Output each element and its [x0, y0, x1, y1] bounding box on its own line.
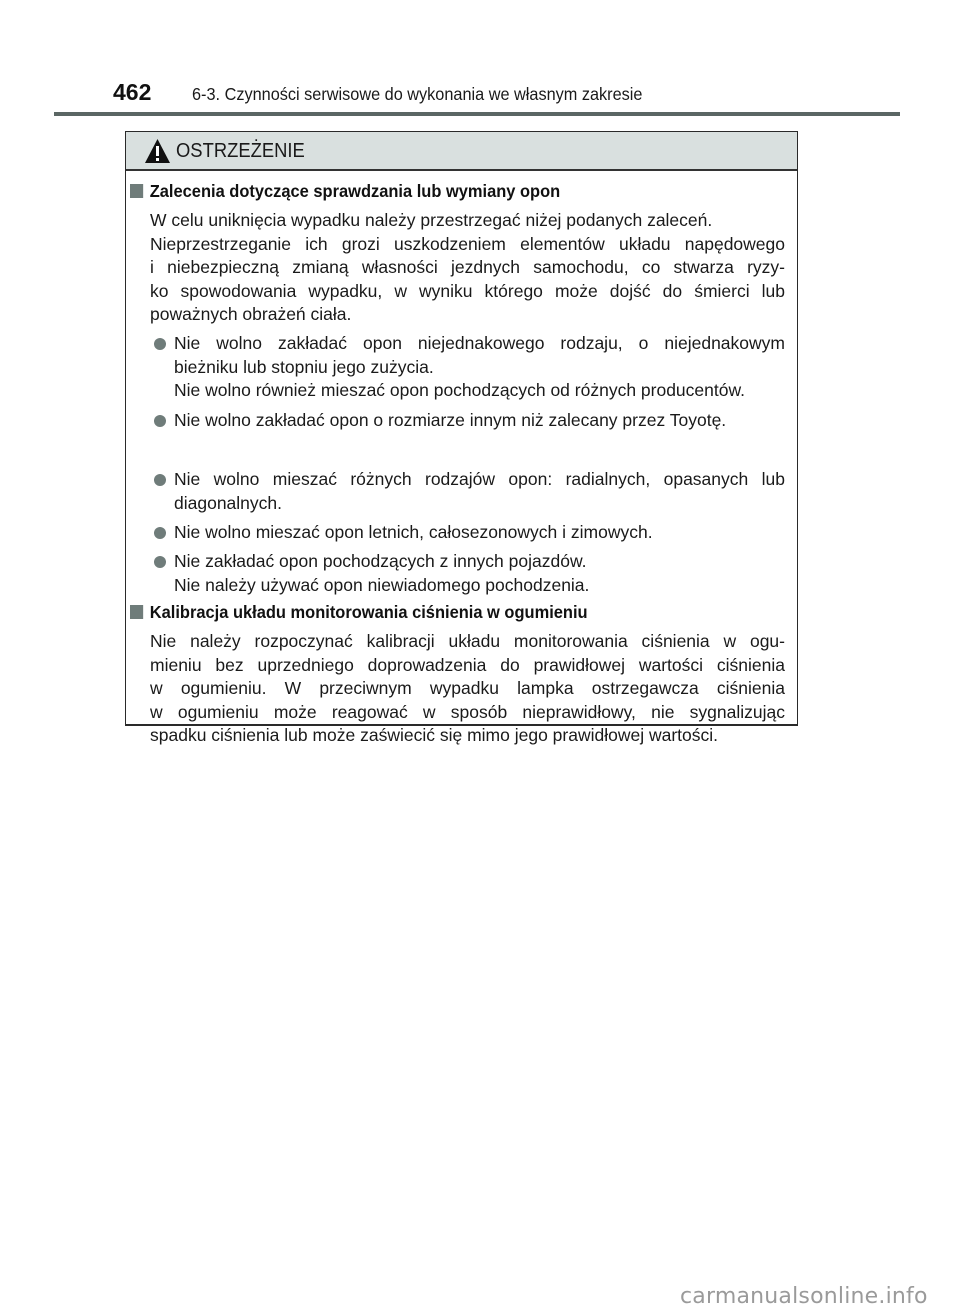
text-line: diagonalnych. — [174, 492, 282, 513]
paragraph-tpms-calibration — [150, 630, 785, 748]
text-line: bieżniku lub stopniu jego zużycia. — [174, 356, 434, 377]
text-line: Nie zakładać opon pochodzących z innych pojazdów. — [174, 551, 587, 571]
round-bullet-icon — [154, 527, 166, 539]
text-line: Nie należy rozpoczynać kalibracji układu monitorowania ciśnienia w ogu- — [150, 631, 785, 651]
text-line: mieniu bez uprzedniego doprowadzenia do prawidłowej wartości ciśnienia — [150, 654, 785, 675]
section-title: 6-3. Czynności serwisowe do wykonania we własnym zakresie — [192, 84, 643, 104]
text-line: i niebezpieczną zmianą własności jezdnych samochodu, co stwarza ryzy- — [150, 257, 785, 277]
square-bullet-icon — [130, 605, 143, 619]
text-line: w ogumieniu może reagować w sposób nieprawidłowy, nie sygnalizując — [150, 701, 785, 722]
text-line: Nie wolno zakładać opon niejednakowego rodzaju, o niejednakowym — [174, 333, 785, 353]
warning-box — [125, 131, 798, 745]
text-line: Nie należy używać opon niewiadomego pochodzenia. — [174, 574, 590, 595]
section-heading-text: Zalecenia dotyczące sprawdzania lub wymiany opon — [149, 181, 561, 201]
paragraph-tire-intro — [150, 209, 785, 327]
text-line: w ogumieniu. W przeciwnym wypadku lampka ostrzegawcza ciśnienia — [150, 678, 785, 698]
text-line: spadku ciśnienia lub może zaświecić się mimo jego prawidłowej wartości. — [150, 725, 719, 745]
warning-title: OSTRZEŻENIE — [176, 140, 305, 162]
section-heading-text: Kalibracja układu monitorowania ciśnienia w ogumieniu — [149, 602, 588, 622]
watermark: carmanualsonline.info — [680, 1284, 928, 1309]
page-header — [0, 0, 960, 120]
text-line: ko spowodowania wypadku, w wyniku którego może dojść do śmierci lub — [150, 280, 785, 301]
text-line: Nie wolno mieszać różnych rodzajów opon: radialnych, opasanych lub — [174, 469, 785, 489]
round-bullet-icon — [154, 556, 166, 568]
header-divider — [54, 112, 900, 116]
text-line: Nie wolno zakładać opon o rozmiarze innym niż zalecany przez Toyotę. — [174, 410, 727, 430]
round-bullet-icon — [154, 415, 166, 427]
warning-triangle-icon — [144, 138, 171, 164]
warning-header — [126, 132, 797, 171]
section-heading-tpms-calibration — [130, 602, 588, 623]
square-bullet-icon — [130, 184, 143, 198]
text-line: Nie wolno mieszać opon letnich, całosezonowych i zimowych. — [174, 522, 653, 542]
round-bullet-icon — [154, 338, 166, 350]
round-bullet-icon — [154, 474, 166, 486]
section-heading-tire-recommendations — [130, 181, 560, 202]
text-line: Nie wolno również mieszać opon pochodzących od różnych producentów. — [174, 380, 746, 400]
page-number: 462 — [113, 79, 152, 105]
text-line: Nieprzestrzeganie ich grozi uszkodzeniem elementów układu napędowego — [150, 233, 785, 254]
text-line: W celu uniknięcia wypadku należy przestrzegać niżej podanych zaleceń. — [150, 210, 713, 230]
text-line: poważnych obrażeń ciała. — [150, 304, 352, 324]
